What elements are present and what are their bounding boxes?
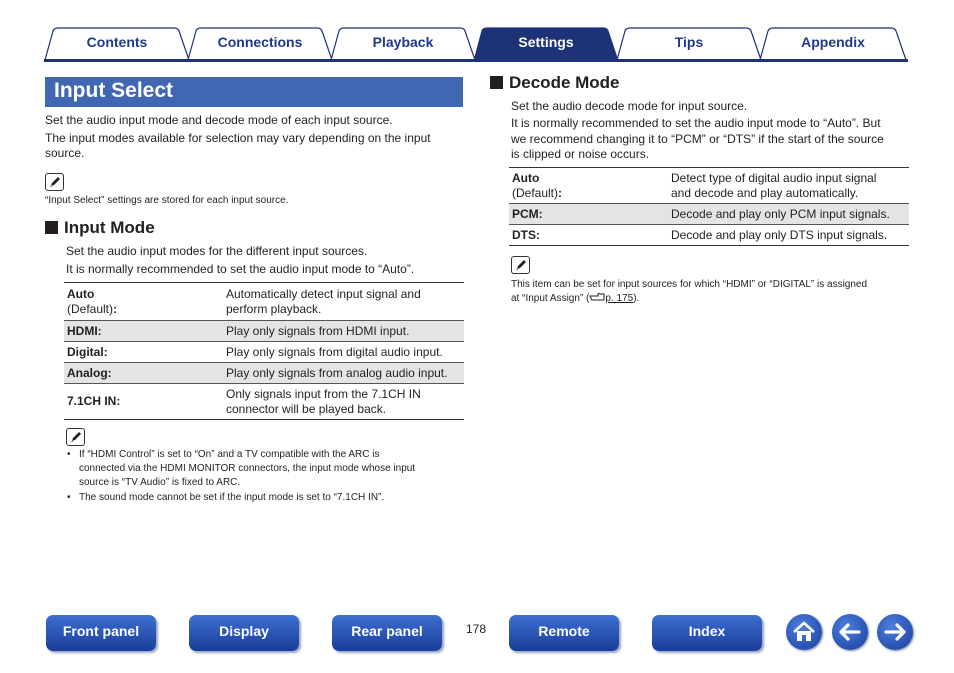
intro-text-2a: The input modes available for selection may vary depending on the input	[45, 131, 431, 145]
arrow-right-icon	[877, 614, 913, 650]
input-mode-table	[64, 282, 464, 420]
tab-playback[interactable]	[330, 27, 476, 61]
remote-button-label: Remote	[538, 623, 590, 639]
back-button[interactable]	[832, 614, 868, 650]
page-link[interactable]: p. 175	[605, 293, 634, 304]
display-button[interactable]	[189, 615, 299, 651]
front-panel-button[interactable]	[46, 615, 156, 651]
pencil-note-icon	[45, 173, 64, 191]
option-desc: Only signals input from the 7.1CH IN connector will be played back.	[223, 384, 464, 420]
decode-desc-2b: we recommend changing it to “PCM” or “DTS” if the start of the source	[511, 132, 884, 146]
intro-text-2b: source.	[45, 146, 85, 160]
table-row	[509, 225, 909, 246]
intro-text-1: Set the audio input mode and decode mode of each input source.	[45, 113, 393, 127]
display-button-label: Display	[219, 623, 269, 639]
option-key: Auto (Default):	[64, 283, 223, 321]
page-title-bar	[45, 77, 463, 107]
page-title: Input Select	[54, 79, 174, 102]
list-item: • The sound mode cannot be set if the input mode is set to “7.1CH IN”.	[67, 492, 385, 503]
table-row	[509, 204, 909, 225]
pencil-note-icon	[66, 428, 85, 446]
home-button[interactable]	[786, 614, 822, 650]
reference-hand-icon	[589, 292, 605, 302]
remote-button[interactable]	[509, 615, 619, 651]
table-row	[64, 283, 464, 321]
input-mode-heading-text: Input Mode	[64, 218, 155, 237]
note-input-assign-a: This item can be set for input sources for which “HDMI” or “DIGITAL” is assigned	[511, 279, 868, 290]
option-key: 7.1CH IN:	[64, 384, 223, 420]
option-desc: Decode and play only PCM input signals.	[668, 204, 909, 225]
option-desc: Play only signals from analog audio input.	[223, 363, 464, 384]
option-desc: Play only signals from HDMI input.	[223, 321, 464, 342]
table-row	[509, 168, 909, 204]
decode-mode-table	[509, 167, 909, 246]
input-mode-desc-2: It is normally recommended to set the audio input mode to “Auto”.	[66, 262, 415, 276]
index-button[interactable]	[652, 615, 762, 651]
rear-panel-button-label: Rear panel	[351, 623, 423, 639]
table-row	[64, 363, 464, 384]
note-stored: “Input Select” settings are stored for each input source.	[45, 195, 289, 206]
page-number: 178	[466, 622, 487, 636]
option-desc: Automatically detect input signal and perform playback.	[223, 283, 464, 321]
decode-desc-2c: is clipped or noise occurs.	[511, 147, 650, 161]
tab-playback-label: Playback	[372, 34, 434, 50]
option-desc: Detect type of digital audio input signal and decode and play automatically.	[668, 168, 909, 204]
tab-settings-label: Settings	[518, 34, 574, 50]
tab-appendix[interactable]	[759, 27, 907, 61]
decode-mode-heading-text: Decode Mode	[509, 73, 620, 92]
table-row	[64, 384, 464, 420]
decode-desc-2a: It is normally recommended to set the audio input mode to “Auto”. But	[511, 116, 881, 130]
option-key: Analog:	[64, 363, 223, 384]
home-icon	[786, 614, 822, 650]
list-item: • If “HDMI Control” is set to “On” and a TV compatible with the ARC is connected via the HDMI MONITOR connectors, the input mode whose input source is “TV Audio” is fixed to ARC.	[67, 449, 416, 488]
tab-connections[interactable]	[187, 27, 333, 61]
tab-contents[interactable]	[44, 27, 190, 61]
index-button-label: Index	[688, 623, 726, 639]
option-key: Auto (Default):	[509, 168, 668, 204]
tab-underline	[44, 59, 908, 62]
decode-desc-1: Set the audio decode mode for input source.	[511, 99, 748, 113]
rear-panel-button[interactable]	[332, 615, 442, 651]
heading-square-icon	[45, 221, 58, 234]
option-key: HDMI:	[64, 321, 223, 342]
option-key: DTS:	[509, 225, 668, 246]
forward-button[interactable]	[877, 614, 913, 650]
top-tab-bar	[44, 27, 908, 63]
input-mode-heading	[45, 218, 155, 238]
table-row	[64, 321, 464, 342]
arrow-left-icon	[832, 614, 868, 650]
option-key: PCM:	[509, 204, 668, 225]
front-panel-button-label: Front panel	[62, 623, 140, 639]
heading-square-icon	[490, 76, 503, 89]
option-desc: Decode and play only DTS input signals.	[668, 225, 909, 246]
input-mode-desc-1: Set the audio input modes for the different input sources.	[66, 244, 368, 258]
tab-settings[interactable]	[473, 27, 619, 61]
tab-contents-label: Contents	[86, 34, 148, 50]
table-row	[64, 342, 464, 363]
decode-mode-heading	[490, 73, 620, 93]
tab-tips-label: Tips	[674, 34, 704, 50]
pencil-note-icon	[511, 256, 530, 274]
option-desc: Play only signals from digital audio input.	[223, 342, 464, 363]
tab-appendix-label: Appendix	[801, 34, 865, 50]
tab-connections-label: Connections	[217, 34, 303, 50]
option-key: Digital:	[64, 342, 223, 363]
note-input-assign-b: at “Input Assign” ( p. 175).	[511, 293, 640, 304]
tab-tips[interactable]	[616, 27, 762, 61]
